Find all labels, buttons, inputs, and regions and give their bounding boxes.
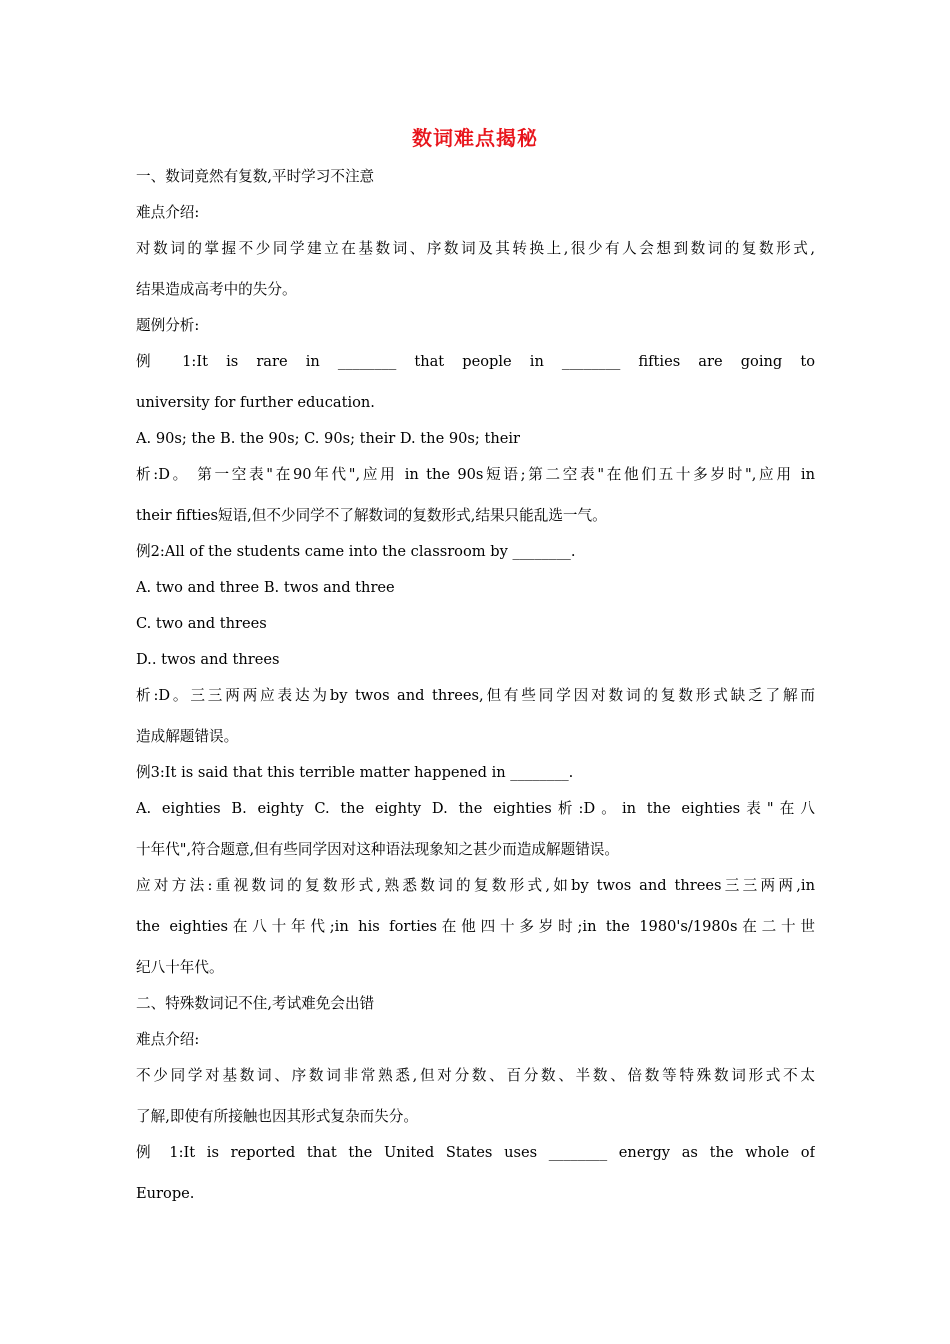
- example-line: 例3:It is said that this terrible matter happened in ________.: [136, 764, 574, 781]
- document-title: 数词难点揭秘: [412, 126, 538, 150]
- method-line: the eighties在八十年代;in his forties在他四十多岁时;in the 1980's/1980s在二十世: [136, 918, 815, 935]
- example-line: 例2:All of the students came into the classroom by ________.: [136, 543, 576, 560]
- paragraph-line: 对数词的掌握不少同学建立在基数词、序数词及其转换上,很少有人会想到数词的复数形式,: [136, 240, 815, 257]
- subheading: 难点介绍:: [136, 1031, 200, 1048]
- options-line: C. two and threes: [136, 615, 267, 632]
- analysis-line: 析:D。三三两两应表达为by twos and threes,但有些同学因对数词的复数形式缺乏了解而: [136, 687, 815, 704]
- example-line: 例 1:It is reported that the United States uses ________ energy as the whole of: [136, 1144, 815, 1161]
- analysis-line: 十年代",符合题意,但有些同学因对这种语法现象知之甚少而造成解题错误。: [136, 841, 619, 858]
- options-line: A. 90s; the B. the 90s; C. 90s; their D. the 90s; their: [136, 430, 521, 447]
- paragraph-line: 结果造成高考中的失分。: [136, 281, 297, 298]
- method-line: 应对方法:重视数词的复数形式,熟悉数词的复数形式,如by twos and threes三三两两,in: [136, 877, 815, 894]
- options-line: A. eighties B. eighty C. the eighty D. the eighties析:D。in the eighties表"在八: [136, 800, 815, 817]
- paragraph-line: 了解,即使有所接触也因其形式复杂而失分。: [136, 1108, 418, 1125]
- example-line: 例 1:It is rare in ________ that people in ________ fifties are going to: [136, 353, 815, 370]
- analysis-line: 造成解题错误。: [136, 728, 239, 745]
- subheading: 题例分析:: [136, 317, 200, 334]
- options-line: A. two and three B. twos and three: [136, 579, 395, 596]
- section-heading-2: 二、特殊数词记不住,考试难免会出错: [136, 995, 375, 1012]
- analysis-line: their fifties短语,但不少同学不了解数词的复数形式,结果只能乱选一气。: [136, 507, 607, 524]
- paragraph-line: 不少同学对基数词、序数词非常熟悉,但对分数、百分数、半数、倍数等特殊数词形式不太: [136, 1067, 815, 1084]
- subheading: 难点介绍:: [136, 204, 200, 221]
- example-line: university for further education.: [136, 394, 375, 411]
- options-line: D.. twos and threes: [136, 651, 280, 668]
- example-line: Europe.: [136, 1185, 195, 1202]
- analysis-line: 析:D。 第一空表"在90年代",应用 in the 90s短语;第二空表"在他们五十多岁时",应用 in: [136, 466, 815, 483]
- section-heading-1: 一、数词竟然有复数,平时学习不注意: [136, 168, 375, 185]
- method-line: 纪八十年代。: [136, 959, 224, 976]
